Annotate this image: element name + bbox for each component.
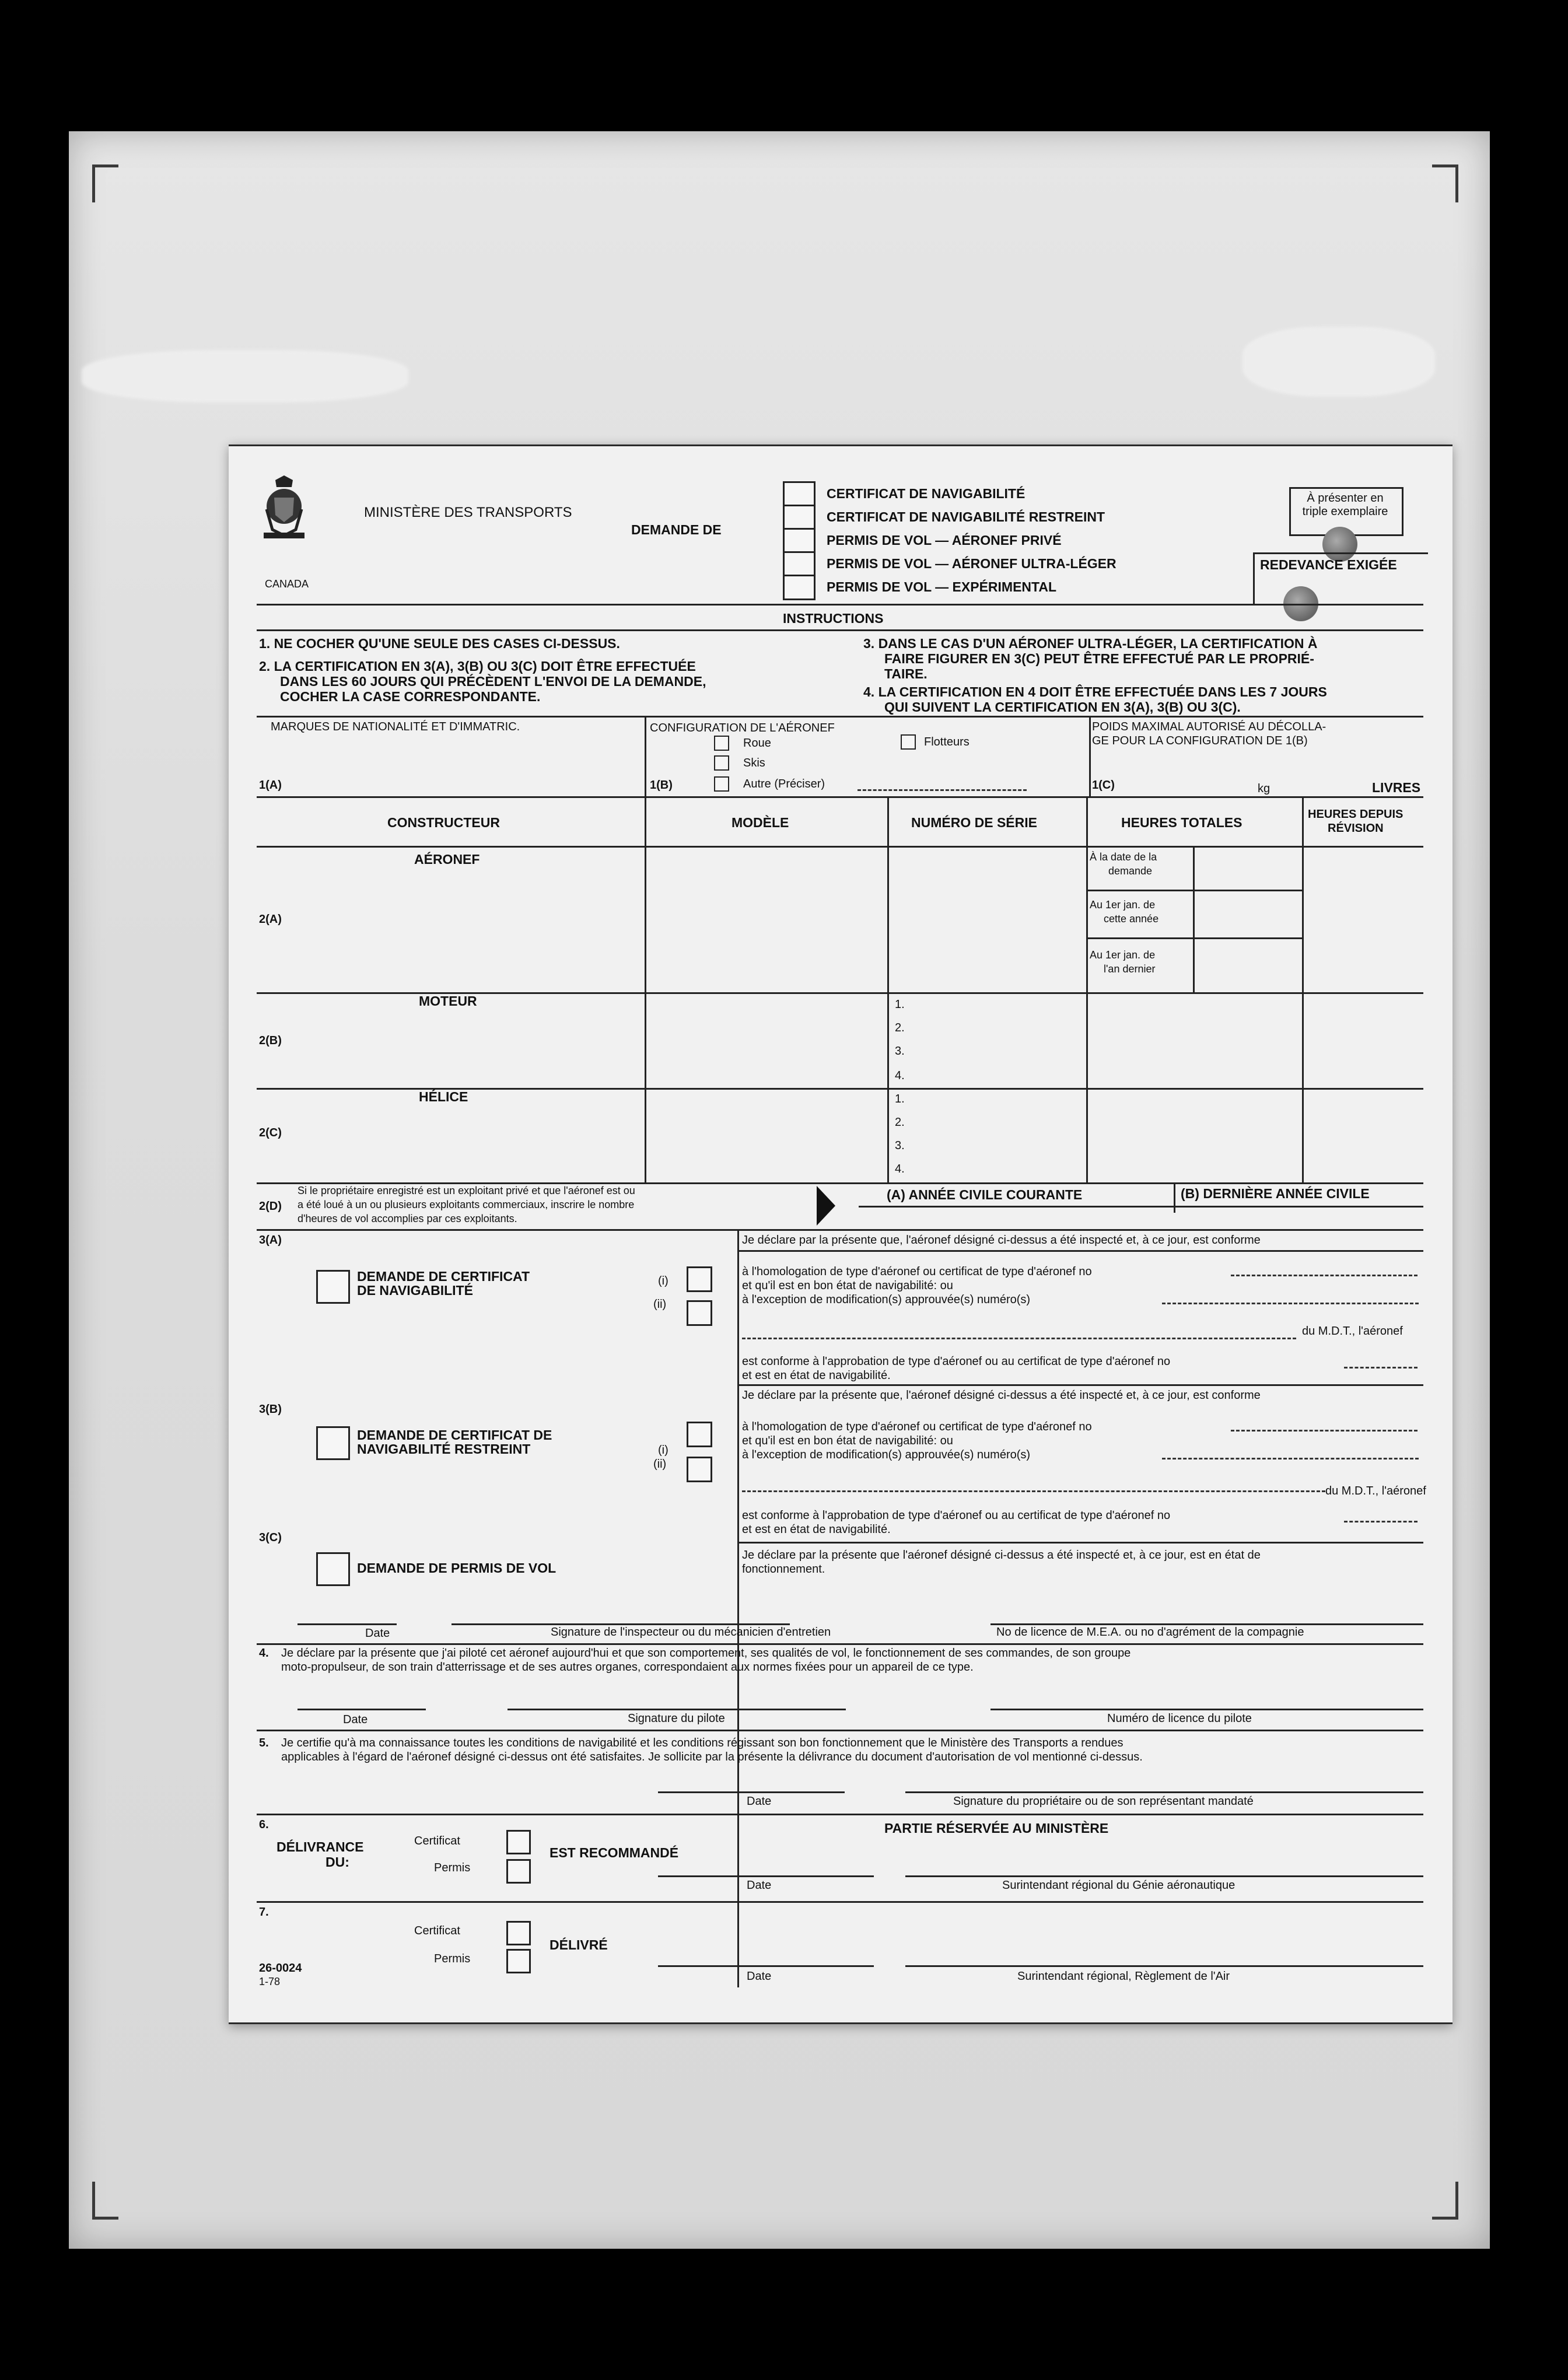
checkbox-3a-ii[interactable]	[687, 1300, 712, 1326]
sig-date-label: Date	[747, 1879, 772, 1892]
section-6-label: 6.	[259, 1818, 269, 1831]
sig-proprietaire-label: Signature du propriétaire ou de son représentant mandaté	[953, 1795, 1254, 1808]
delivrance-label-cont: DU:	[326, 1854, 349, 1870]
col-numero-serie: NUMÉRO DE SÉRIE	[911, 815, 1037, 830]
bon-etat-text: et qu'il est en bon état de navigabilité: ou	[742, 1434, 953, 1447]
crop-mark-top-right	[1432, 164, 1458, 202]
row-moteur: MOTEUR	[419, 993, 477, 1009]
option-ii-label: (ii)	[653, 1298, 667, 1311]
kg-label: kg	[1258, 782, 1270, 795]
roue-label: Roue	[743, 737, 771, 750]
crop-mark-top-left	[92, 164, 118, 202]
etat-nav-text: et est en état de navigabilité.	[742, 1523, 891, 1536]
option-label: CERTIFICAT DE NAVIGABILITÉ RESTREINT	[827, 509, 1105, 524]
crop-mark-bottom-right	[1432, 2182, 1458, 2220]
section-4-label: 4.	[259, 1647, 269, 1660]
checkbox-6-permis[interactable]	[506, 1859, 531, 1884]
checkbox-permis-prive[interactable]	[783, 528, 816, 554]
section-3b-label: 3(B)	[259, 1403, 282, 1416]
section-3c-label: 3(C)	[259, 1531, 282, 1544]
col-heures-depuis-cont: RÉVISION	[1328, 822, 1384, 835]
instruction-2-cont: COCHER LA CASE CORRESPONDANTE.	[280, 689, 541, 704]
country-label: CANADA	[265, 578, 309, 590]
option-i-label: (i)	[658, 1444, 668, 1457]
checkbox-certificat-restreint[interactable]	[783, 505, 816, 530]
annee-derniere-label: (B) DERNIÈRE ANNÉE CIVILE	[1181, 1186, 1370, 1201]
option-label: CERTIFICAT DE NAVIGABILITÉ	[827, 486, 1026, 501]
field-1a-label: 1(A)	[259, 779, 282, 792]
torn-paper-fragment	[1242, 327, 1435, 397]
declaration-3a: Je déclare par la présente que, l'aéronef désigné ci-dessus a été inspecté et, à ce jour, est conforme	[742, 1234, 1261, 1247]
section-5-label: 5.	[259, 1737, 269, 1749]
permis-label: Permis	[434, 1952, 471, 1965]
engine-line-number: 2.	[895, 1021, 905, 1034]
licence-pilote-label: Numéro de licence du pilote	[1107, 1712, 1252, 1725]
date-demande-label-cont: demande	[1108, 865, 1153, 877]
row-2a-label: 2(A)	[259, 913, 282, 926]
permis-label: Permis	[434, 1861, 471, 1874]
autre-label: Autre (Préciser)	[743, 778, 825, 790]
conforme-text: est conforme à l'approbation de type d'aéronef ou au certificat de type d'aéronef no	[742, 1355, 1171, 1368]
conforme-text: est conforme à l'approbation de type d'aéronef ou au certificat de type d'aéronef no	[742, 1509, 1171, 1522]
sig-date-label: Date	[343, 1713, 368, 1726]
form-revision: 1-78	[259, 1976, 281, 1987]
engine-line-number: 4.	[895, 1069, 905, 1082]
option-i-label: (i)	[658, 1275, 668, 1287]
triple-copy-text: À présenter en triple exemplaire	[1302, 492, 1388, 518]
demande-de-label: DEMANDE DE	[631, 522, 722, 537]
col-heures-totales: HEURES TOTALES	[1121, 815, 1242, 830]
col-modele: MODÈLE	[732, 815, 789, 830]
flotteurs-label: Flotteurs	[924, 736, 970, 748]
checkbox-3b-i[interactable]	[687, 1422, 712, 1447]
section-5-text-cont: applicables à l'égard de l'aéronef désigné ci-dessus ont été satisfaites. Je sollicite par la présente la délivrance du document d'autorisation de vol mentionné ci-dessus.	[281, 1751, 1143, 1763]
exception-text: à l'exception de modification(s) approuvée(s) numéro(s)	[742, 1448, 1031, 1461]
section-3a-label: 3(A)	[259, 1234, 282, 1247]
row-2b-label: 2(B)	[259, 1034, 282, 1047]
checkbox-3b-ii[interactable]	[687, 1457, 712, 1482]
partie-reservee-label: PARTIE RÉSERVÉE AU MINISTÈRE	[884, 1821, 1109, 1836]
demande-restreint-label-cont: NAVIGABILITÉ RESTREINT	[357, 1441, 531, 1457]
section-2d-text-cont: d'heures de vol accomplies par ces exploitants.	[298, 1213, 517, 1224]
instruction-4: 4. LA CERTIFICATION EN 4 DOIT ÊTRE EFFECTUÉE DANS LES 7 JOURS	[863, 684, 1327, 699]
mdt-text: du M.D.T., l'aéronef	[1325, 1485, 1426, 1497]
redevance-label: REDEVANCE EXIGÉE	[1260, 557, 1397, 572]
certificat-label: Certificat	[414, 1835, 460, 1847]
checkbox-certificat-navigabilite[interactable]	[783, 481, 816, 507]
configuration-label: CONFIGURATION DE L'AÉRONEF	[650, 722, 835, 734]
sig-pilote-label: Signature du pilote	[628, 1712, 725, 1725]
demande-permis-label: DEMANDE DE PERMIS DE VOL	[357, 1560, 556, 1576]
section-4-text-cont: moto-propulseur, de son train d'atterrissage et de ses autres organes, correspondaient aux normes fixées pour un appareil de ce type.	[281, 1661, 974, 1674]
option-ii-label: (ii)	[653, 1458, 667, 1471]
sig-date-label: Date	[747, 1970, 772, 1983]
checkbox-autre[interactable]	[714, 776, 729, 792]
canada-coat-of-arms-icon	[258, 474, 310, 544]
checkbox-demande-certificat[interactable]	[316, 1270, 350, 1304]
checkbox-7-permis[interactable]	[506, 1949, 531, 1973]
sig-inspecteur-label: Signature de l'inspecteur ou du mécanicien d'entretien	[551, 1626, 831, 1639]
col-heures-depuis: HEURES DEPUIS	[1308, 808, 1404, 821]
demande-restreint-label: DEMANDE DE CERTIFICAT DE	[357, 1427, 552, 1443]
instruction-3-cont: FAIRE FIGURER EN 3(C) PEUT ÊTRE EFFECTUÉ PAR LE PROPRIÉ-	[884, 651, 1314, 666]
checkbox-6-certificat[interactable]	[506, 1830, 531, 1854]
cette-annee-label-cont: cette année	[1104, 913, 1159, 925]
marques-label: MARQUES DE NATIONALITÉ ET D'IMMATRIC.	[271, 720, 520, 733]
section-7-label: 7.	[259, 1906, 269, 1919]
certificat-label: Certificat	[414, 1924, 460, 1937]
instructions-title: INSTRUCTIONS	[783, 611, 884, 626]
checkbox-7-certificat[interactable]	[506, 1921, 531, 1945]
delivre-label: DÉLIVRÉ	[550, 1937, 608, 1952]
homologation-text: à l'homologation de type d'aéronef ou certificat de type d'aéronef no	[742, 1420, 1092, 1433]
torn-paper-fragment	[82, 350, 408, 402]
demande-certificat-label-cont: DE NAVIGABILITÉ	[357, 1283, 473, 1298]
instruction-3-cont: TAIRE.	[884, 666, 928, 681]
row-aeronef: AÉRONEF	[414, 852, 480, 867]
section-5-text: Je certifie qu'à ma connaissance toutes les conditions de navigabilité et les conditions régissant son bon fonctionnement que le Ministère des Transports a rendues	[281, 1737, 1124, 1749]
date-demande-label: À la date de la	[1090, 851, 1157, 863]
crop-mark-bottom-left	[92, 2182, 118, 2220]
propeller-line-number: 4.	[895, 1163, 905, 1175]
cette-annee-label: Au 1er jan. de	[1090, 899, 1156, 911]
row-2c-label: 2(C)	[259, 1126, 282, 1139]
section-2d-text: Si le propriétaire enregistré est un exploitant privé et que l'aéronef est ou	[298, 1185, 635, 1196]
livres-label: LIVRES	[1372, 780, 1421, 795]
surint-genie-label: Surintendant régional du Génie aéronautique	[1002, 1879, 1236, 1892]
delivrance-label: DÉLIVRANCE	[276, 1839, 364, 1854]
recommande-label: EST RECOMMANDÉ	[550, 1845, 679, 1860]
propeller-line-number: 3.	[895, 1139, 905, 1152]
checkbox-3a-i[interactable]	[687, 1266, 712, 1292]
poids-label: POIDS MAXIMAL AUTORISÉ AU DÉCOLLA-	[1092, 720, 1326, 733]
engine-line-number: 3.	[895, 1045, 905, 1058]
sig-date-label: Date	[747, 1795, 772, 1808]
bon-etat-text: et qu'il est en bon état de navigabilité: ou	[742, 1279, 953, 1292]
propeller-line-number: 1.	[895, 1093, 905, 1105]
instruction-1: 1. NE COCHER QU'UNE SEULE DES CASES CI-DESSUS.	[259, 636, 620, 651]
field-1b-label: 1(B)	[650, 779, 673, 792]
option-label: PERMIS DE VOL — AÉRONEF ULTRA-LÉGER	[827, 556, 1116, 571]
section-2d-label: 2(D)	[259, 1200, 282, 1213]
engine-line-number: 1.	[895, 998, 905, 1011]
etat-nav-text: et est en état de navigabilité.	[742, 1369, 891, 1382]
row-helice: HÉLICE	[419, 1089, 468, 1104]
checkbox-permis-ultra-leger[interactable]	[783, 551, 816, 577]
an-dernier-label-cont: l'an dernier	[1104, 963, 1156, 975]
checkbox-demande-restreint[interactable]	[316, 1426, 350, 1460]
declaration-3b: Je déclare par la présente que, l'aéronef désigné ci-dessus a été inspecté et, à ce jour, est conforme	[742, 1389, 1261, 1402]
instruction-2: 2. LA CERTIFICATION EN 3(A), 3(B) OU 3(C) DOIT ÊTRE EFFECTUÉE	[259, 659, 696, 674]
declaration-3c: Je déclare par la présente que l'aéronef désigné ci-dessus a été inspecté et, à ce jour, est en état de	[742, 1549, 1261, 1562]
field-1c-label: 1(C)	[1092, 779, 1115, 792]
propeller-line-number: 2.	[895, 1116, 905, 1129]
sig-licence-mea-label: No de licence de M.E.A. ou no d'agrément de la compagnie	[996, 1626, 1304, 1639]
section-4-text: Je déclare par la présente que j'ai piloté cet aéronef aujourd'hui et que son comportement, ses qualités de vol, le fonctionnement de ses commandes, de son groupe	[281, 1647, 1131, 1660]
skis-label: Skis	[743, 757, 765, 769]
section-2d-text-cont: a été loué à un ou plusieurs exploitants commerciaux, inscrire le nombre	[298, 1199, 635, 1210]
sig-date-label: Date	[365, 1627, 390, 1640]
mdt-text: du M.D.T., l'aéronef	[1302, 1325, 1403, 1338]
checkbox-permis-experimental[interactable]	[783, 575, 816, 600]
col-constructeur: CONSTRUCTEUR	[387, 815, 500, 830]
checkbox-roue[interactable]	[714, 736, 729, 751]
ministry-name: MINISTÈRE DES TRANSPORTS	[364, 505, 572, 520]
checkbox-flotteurs[interactable]	[901, 734, 916, 750]
application-form	[229, 444, 1452, 2024]
checkbox-demande-permis[interactable]	[316, 1552, 350, 1586]
exception-text: à l'exception de modification(s) approuvée(s) numéro(s)	[742, 1293, 1031, 1306]
option-label: PERMIS DE VOL — AÉRONEF PRIVÉ	[827, 533, 1062, 548]
homologation-text: à l'homologation de type d'aéronef ou certificat de type d'aéronef no	[742, 1265, 1092, 1278]
checkbox-skis[interactable]	[714, 755, 729, 771]
form-number: 26-0024	[259, 1962, 302, 1975]
instruction-3: 3. DANS LE CAS D'UN AÉRONEF ULTRA-LÉGER, LA CERTIFICATION À	[863, 636, 1318, 651]
pointer-arrow-icon	[817, 1186, 835, 1226]
punch-hole	[1322, 527, 1357, 562]
demande-certificat-label: DEMANDE DE CERTIFICAT	[357, 1269, 530, 1284]
annee-courante-label: (A) ANNÉE CIVILE COURANTE	[887, 1187, 1083, 1202]
surint-air-label: Surintendant régional, Règlement de l'Air	[1017, 1970, 1230, 1983]
an-dernier-label: Au 1er jan. de	[1090, 949, 1156, 961]
option-label: PERMIS DE VOL — EXPÉRIMENTAL	[827, 579, 1057, 594]
instruction-2-cont: DANS LES 60 JOURS QUI PRÉCÈDENT L'ENVOI DE LA DEMANDE,	[280, 674, 706, 689]
declaration-3c-cont: fonctionnement.	[742, 1563, 825, 1576]
instruction-4-cont: QUI SUIVENT LA CERTIFICATION EN 3(A), 3(B) OU 3(C).	[884, 699, 1241, 715]
poids-label-cont: GE POUR LA CONFIGURATION DE 1(B)	[1092, 734, 1308, 747]
